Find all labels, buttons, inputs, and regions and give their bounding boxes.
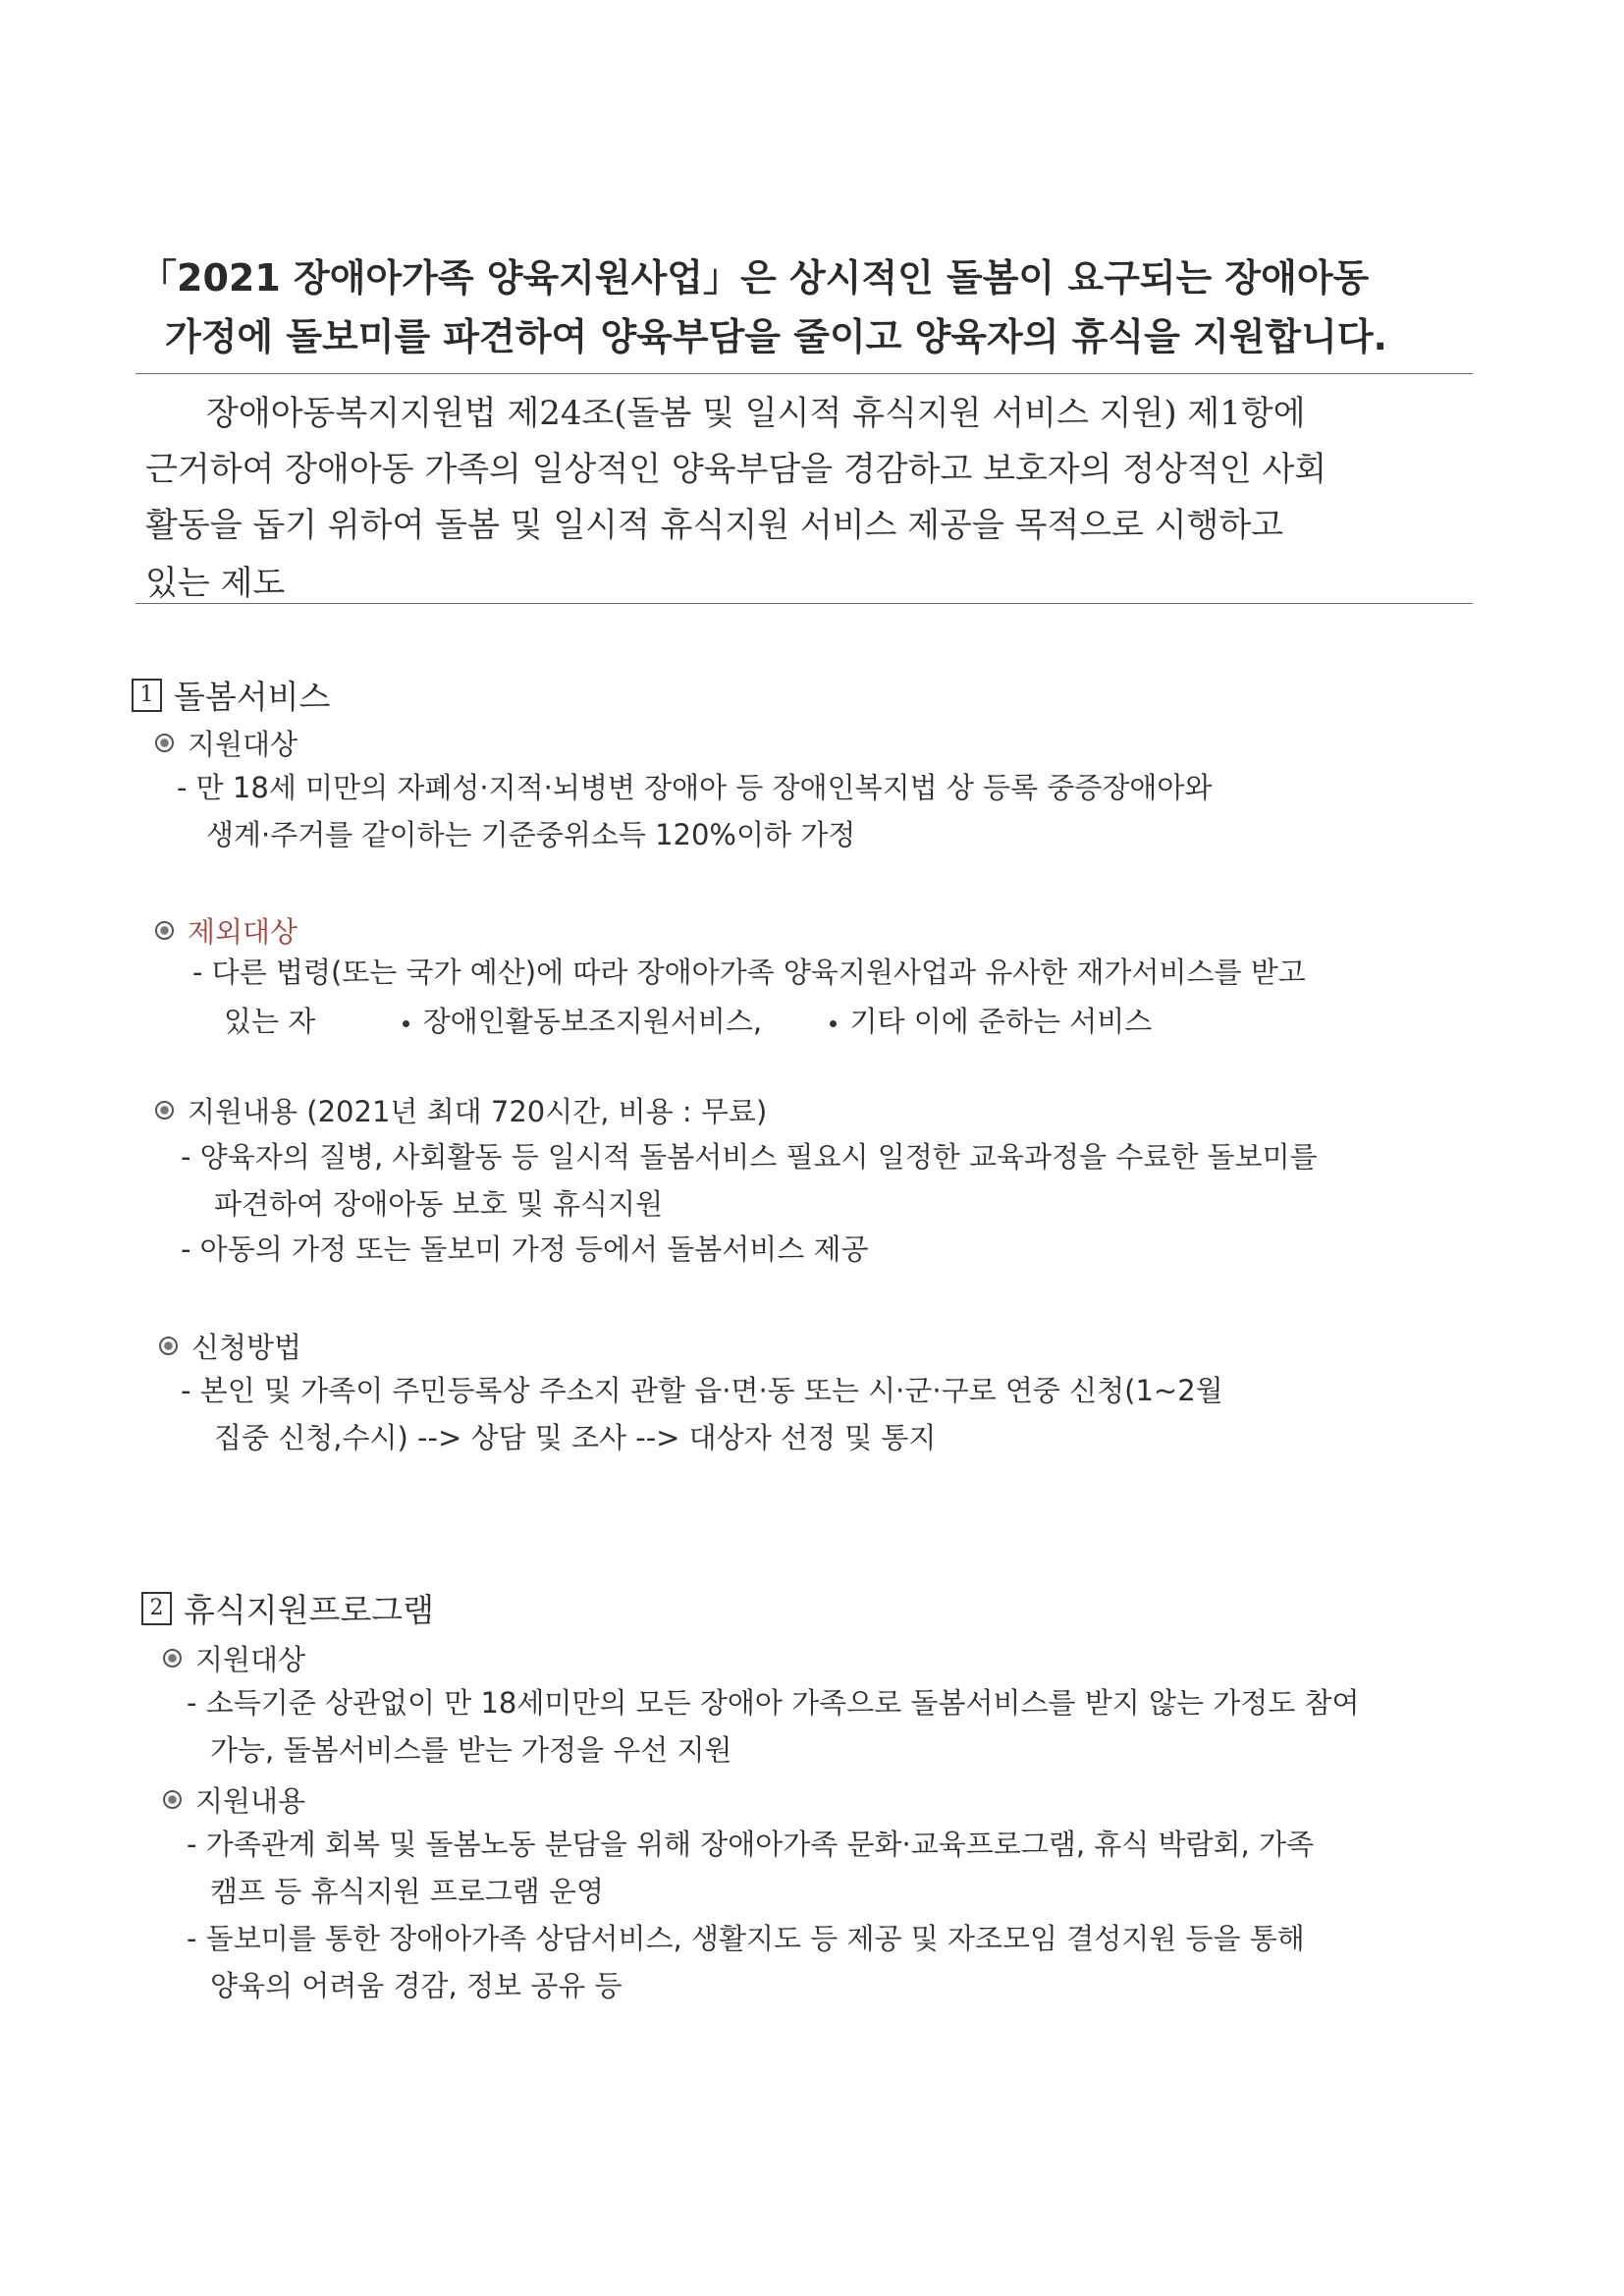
bullet-dot-icon (403, 1020, 409, 1027)
intro-line-3: 활동을 돕기 위하여 돌봄 및 일시적 휴식지원 서비스 제공을 목적으로 시행하고 (145, 506, 1284, 545)
intro-line-2: 근거하여 장애아동 가족의 일상적인 양육부담을 경감하고 보호자의 정상적인 사회 (145, 450, 1327, 489)
s2-content-heading (163, 1779, 305, 1820)
s1-excluded-title: 제외대상 (188, 915, 298, 949)
s1-excluded-prefix: 있는 자 (224, 1005, 316, 1038)
s1-target-title: 지원대상 (188, 728, 298, 761)
intro-line-4: 있는 제도 (145, 564, 286, 603)
s1-apply-title: 신청방법 (191, 1331, 302, 1364)
bullet-icon (155, 1101, 174, 1120)
s1-excluded-heading (155, 910, 298, 951)
section-1-number: 1 (132, 679, 162, 712)
s1-excluded-line-1: - 다른 법령(또는 국가 예산)에 따라 장애아가족 양육지원사업과 유사한 재가서비스를 받고 (192, 956, 1306, 989)
s1-content-line-2: 파견하여 장애아동 보호 및 휴식지원 (214, 1187, 664, 1221)
s1-target-line-2: 생계·주거를 같이하는 기준중위소득 120%이하 가정 (206, 818, 856, 851)
intro-line-1: 장애아동복지지원법 제24조(돌봄 및 일시적 휴식지원 서비스 지원) 제1항에 (206, 394, 1306, 433)
section-2-title (141, 1585, 434, 1631)
s1-content-line-3: - 아동의 가정 또는 돌보미 가정 등에서 돌봄서비스 제공 (181, 1232, 869, 1266)
s2-content-line-4: 양육의 어려움 경감, 정보 공유 등 (210, 1969, 623, 2002)
s2-target-title: 지원대상 (195, 1643, 306, 1676)
s1-content-heading (155, 1090, 767, 1130)
s1-content-title: 지원내용 (2021년 최대 720시간, 비용 : 무료) (188, 1095, 768, 1128)
headline-line-1: 「2021 장애아가족 양육지원사업」은 상시적인 돌봄이 요구되는 장애아동 (139, 256, 1370, 300)
s1-excluded-item-1: 장애인활동보조지원서비스, (422, 1005, 763, 1038)
section-1-title-text: 돌봄서비스 (174, 678, 331, 716)
bullet-icon (155, 921, 174, 940)
s1-excluded-line-2 (224, 1000, 1152, 1040)
section-2-number: 2 (141, 1592, 172, 1625)
s1-excluded-item-2: 기타 이에 준하는 서비스 (849, 1005, 1153, 1038)
s2-content-line-1: - 가족관계 회복 및 돌봄노동 분담을 위해 장애아가족 문화·교육프로그램, 휴식 박람회, 가족 (187, 1828, 1315, 1861)
s1-apply-line-2: 집중 신청,수시) --> 상담 및 조사 --> 대상자 선정 및 통지 (214, 1421, 937, 1454)
bullet-icon (163, 1790, 182, 1809)
s2-target-line-2: 가능, 돌봄서비스를 받는 가정을 우선 지원 (210, 1733, 732, 1767)
bullet-icon (159, 1337, 178, 1355)
intro-top-rule (135, 373, 1473, 374)
intro-bottom-rule (135, 603, 1473, 604)
s2-content-title: 지원내용 (195, 1784, 306, 1818)
s1-apply-heading (159, 1326, 301, 1366)
s1-target-line-1: - 만 18세 미만의 자폐성·지적·뇌병변 장애아 등 장애인복지법 상 등록 중증장애아와 (177, 771, 1213, 804)
bullet-icon (163, 1649, 182, 1667)
bullet-dot-icon (830, 1020, 837, 1027)
s1-content-line-1: - 양육자의 질병, 사회활동 등 일시적 돌봄서비스 필요시 일정한 교육과정을 수료한 돌보미를 (181, 1140, 1318, 1174)
s2-content-line-2: 캠프 등 휴식지원 프로그램 운영 (210, 1875, 605, 1908)
s1-target-heading (155, 723, 298, 763)
s2-target-heading (163, 1638, 305, 1678)
section-2-title-text: 휴식지원프로그램 (184, 1591, 435, 1629)
section-1-title (132, 672, 330, 718)
s1-apply-line-1: - 본인 및 가족이 주민등록상 주소지 관할 읍·면·동 또는 시·군·구로 연중 신청(1~2월 (181, 1374, 1223, 1407)
headline-line-2: 가정에 돌보미를 파견하여 양육부담을 줄이고 양육자의 휴식을 지원합니다. (165, 315, 1387, 358)
bullet-icon (155, 734, 174, 752)
s2-target-line-1: - 소득기준 상관없이 만 18세미만의 모든 장애아 가족으로 돌봄서비스를 받지 않는 가정도 참여 (187, 1686, 1360, 1720)
s2-content-line-3: - 돌보미를 통한 장애아가족 상담서비스, 생활지도 등 제공 및 자조모임 결성지원 등을 통해 (187, 1922, 1305, 1955)
